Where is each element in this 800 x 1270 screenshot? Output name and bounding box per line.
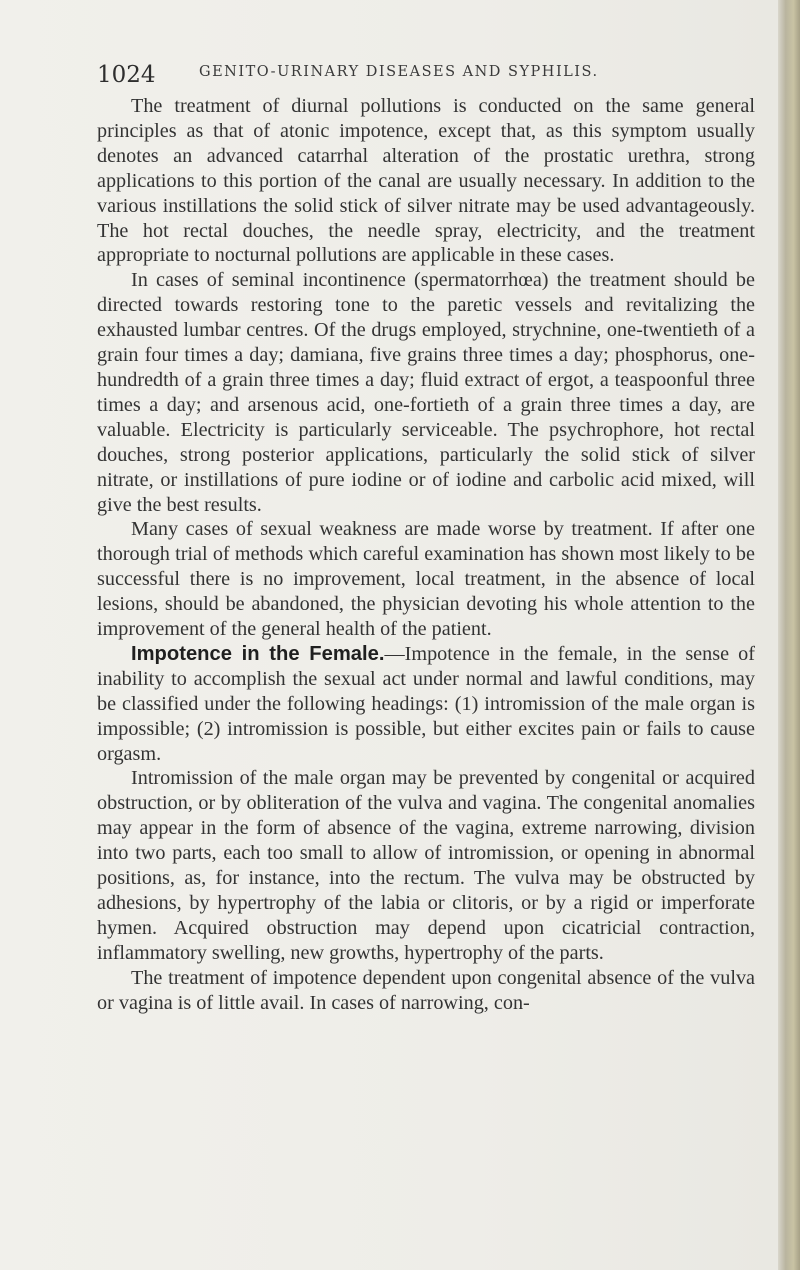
running-head: GENITO-URINARY DISEASES AND SYPHILIS. [199,64,599,80]
paragraph-impotence-female [97,642,755,767]
paragraph-sexual-weakness: Many cases of sexual weakness are made worse by treatment. If after one thorough trial of methods which careful examination has shown most likely to be successful there is no improvement, local treatment, in the absence of local lesions, should be abandoned, the physician devoting his whole attention to the improvement of the general health of the patient. [97,518,755,641]
page-number: 1024 [97,62,156,88]
paragraph-diurnal-pollutions: The treatment of diurnal pollutions is conducted on the same general principles as that of atonic impotence, except that, as this symptom usually denotes an advanced catarrhal alteration of the prostatic urethra, strong applications to this portion of the canal are usually necessary. In addition to the various instillations the solid stick of silver nitrate may be used advantageously. The hot rectal douches, the needle spray, electricity, and the treatment appropriate to nocturnal pollutions are applicable in these cases. [97,95,755,267]
paragraph-seminal-incontinence: In cases of seminal incontinence (spermatorrhœa) the treatment should be directed towards restoring tone to the paretic vessels and revitalizing the exhausted lumbar centres. Of the drugs employed, strychnine, one-twentieth of a grain four times a day; damiana, five grains three times a day; phosphorus, one-hundredth of a grain three times a day; fluid extract of ergot, a teaspoonful three times a day; and arsenous acid, one-fortieth of a grain three times a day, are valuable. Electricity is particularly serviceable. The psychrophore, hot rectal douches, strong posterior applications, particularly the solid stick of silver nitrate, or instillations of pure iodine or of iodine and carbolic acid mixed, will give the best results. [97,269,755,516]
body-text [97,94,755,1016]
page-gutter-edge [778,0,800,1270]
page-header [97,60,757,96]
paragraph-text: —Impotence in the female, in the sense of inability to accomplish the sexual act under normal and lawful conditions, may be classified under the following headings: (1) intromission of the male organ is impossible; (2) intromission is possible, but either excites pain or fails to cause orgasm. [97,642,756,765]
paragraph-intromission: Intromission of the male organ may be prevented by congenital or acquired obstruction, or by obliteration of the vulva and vagina. The congenital anomalies may appear in the form of absence of the vagina, extreme narrowing, division into two parts, each too small to allow of intromission, or opening in abnormal positions, as, for instance, into the rectum. The vulva may be obstructed by adhesions, by hypertrophy of the labia or clitoris, or by a rigid or imperforate hymen. Acquired obstruction may depend upon cicatricial contraction, inflammatory swelling, new growths, hypertrophy of the parts. [97,767,755,964]
section-heading: Impotence in the Female. [131,642,385,665]
paragraph-treatment: The treatment of impotence dependent upon congenital absence of the vulva or vagina is of little avail. In cases of narrowing, con- [97,966,755,1014]
